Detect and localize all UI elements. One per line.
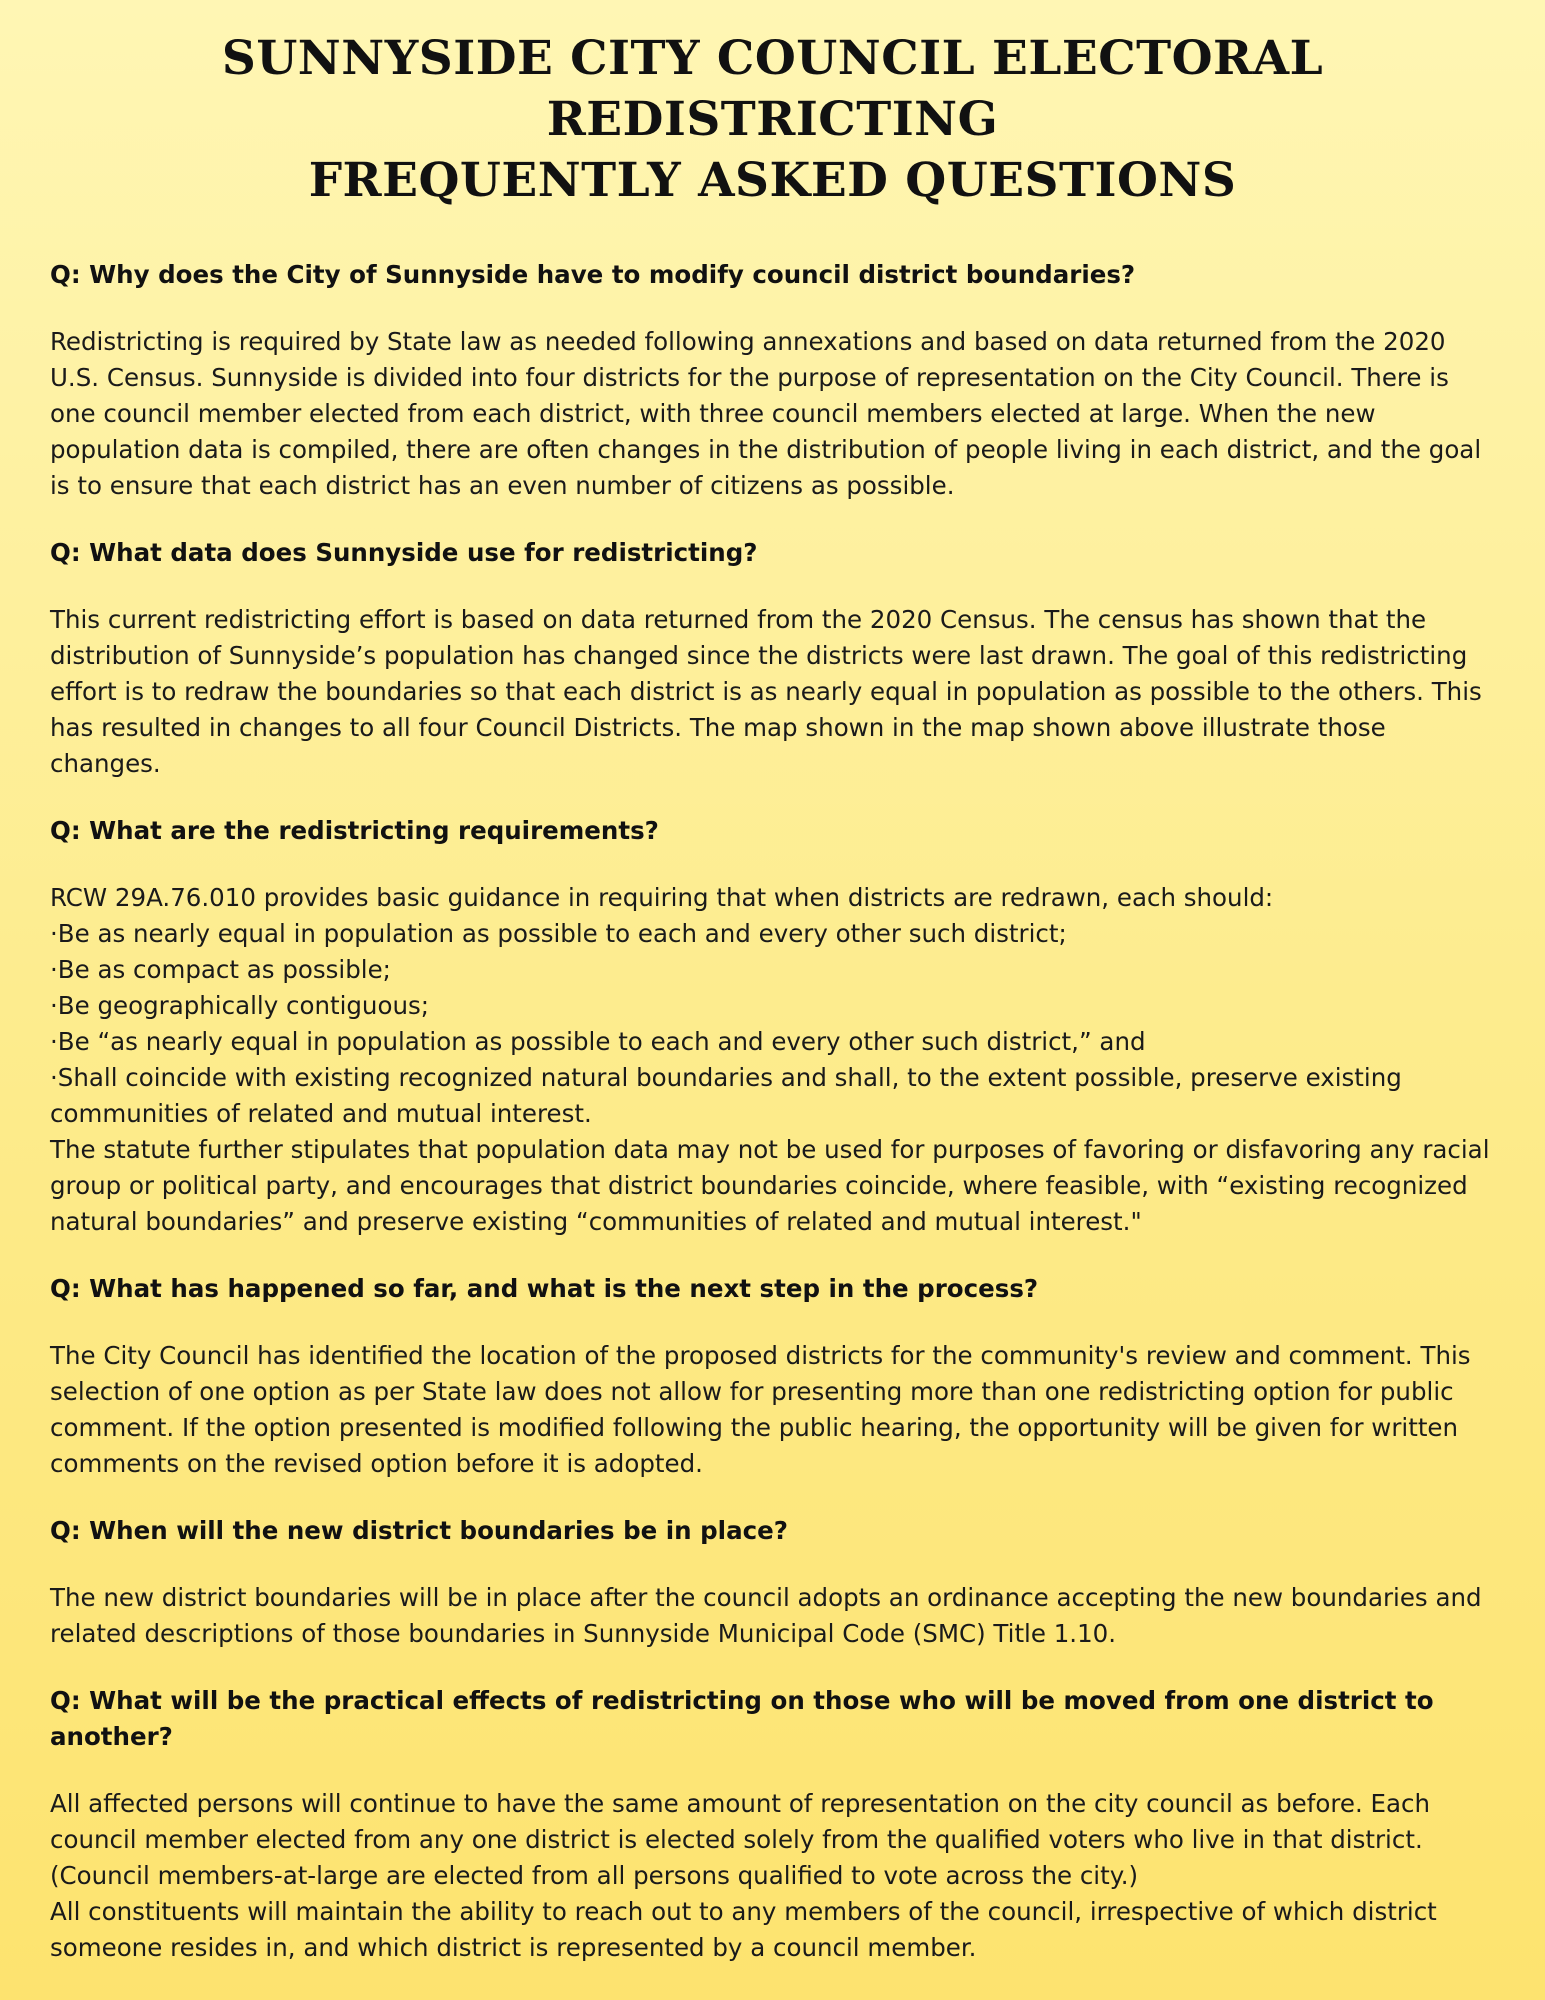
faq-answer-paragraph: The new district boundaries will be in place after the council adopts an ordinance accepting the new boundaries and related descriptions of those boundaries in Sunnyside Municipal Code (SMC) Title 1.10. bbox=[50, 1583, 1482, 1648]
faq-answer bbox=[50, 1338, 1495, 1482]
faq-answer bbox=[50, 602, 1495, 782]
faq-answer-paragraph: The City Council has identified the location of the proposed districts for the community's review and comment. This selection of one option as per State law does not allow for presenting more than one redistricting option for public comment. If the option presented is modified following the public hearing, the opportunity will be given for written comments on the revised option before it is adopted. bbox=[50, 1341, 1471, 1478]
faq-answer-paragraph: This current redistricting effort is based on data returned from the 2020 Census. The census has shown that the distribution of Sunnyside’s population has changed since the districts were last drawn. The goal of this redistricting effort is to redraw the boundaries so that each district is as nearly equal in population as possible to the others. This has resulted in changes to all four Council Districts. The map shown in the map shown above illustrate those changes. bbox=[50, 605, 1482, 778]
page-title-line-2: FREQUENTLY ASKED QUESTIONS bbox=[308, 153, 1237, 208]
faq-answer bbox=[50, 1786, 1495, 1966]
faq-answer bbox=[50, 1580, 1495, 1652]
faq-item-modify-boundaries bbox=[50, 257, 1495, 504]
faq-item-practical-effects bbox=[50, 1683, 1495, 1966]
faq-item-requirements bbox=[50, 813, 1495, 1240]
page-title-line-1: SUNNYSIDE CITY COUNCIL ELECTORAL REDISTRICTING bbox=[221, 31, 1324, 147]
requirement-bullet: ·Be geographically contiguous; bbox=[50, 991, 429, 1020]
faq-answer bbox=[50, 880, 1495, 1240]
faq-question: Q: When will the new district boundaries be in place? bbox=[50, 1516, 788, 1545]
faq-answer-paragraph: All constituents will maintain the ability to reach out to any members of the council, irrespective of which district someone resides in, and which district is represented by a council member. bbox=[50, 1897, 1437, 1962]
faq-item-next-step bbox=[50, 1271, 1495, 1482]
faq-item-in-place bbox=[50, 1513, 1495, 1652]
requirement-bullet: ·Shall coincide with existing recognized natural boundaries and shall, to the extent possible, preserve existing communities of related and mutual interest. bbox=[50, 1063, 1402, 1128]
requirement-bullet: ·Be as compact as possible; bbox=[50, 955, 391, 984]
faq-answer-paragraph: All affected persons will continue to have the same amount of representation on the city council as before. Each council member elected from any one district is elected solely from the qualified voters who live in that district. (Council members-at-large are elected from all persons qualified to vote across the city.) bbox=[50, 1789, 1431, 1890]
faq-question: Q: Why does the City of Sunnyside have to modify council district boundaries? bbox=[50, 260, 1136, 289]
page-title bbox=[50, 28, 1495, 211]
faq-question: Q: What data does Sunnyside use for redistricting? bbox=[50, 538, 758, 567]
faq-item-data-used bbox=[50, 535, 1495, 782]
faq-answer-paragraph: The statute further stipulates that population data may not be used for purposes of favoring or disfavoring any racial group or political party, and encourages that district boundaries coincide, where feasible, with “existing recognized natural boundaries” and preserve existing “communities of related and mutual interest." bbox=[50, 1135, 1490, 1236]
faq-answer-paragraph: Redistricting is required by State law as needed following annexations and based on data returned from the 2020 U.S. Census. Sunnyside is divided into four districts for the purpose of representation on the City Council. There is one council member elected from each district, with three council members elected at large. When the new population data is compiled, there are often changes in the distribution of people living in each district, and the goal is to ensure that each district has an even number of citizens as possible. bbox=[50, 327, 1482, 500]
faq-question: Q: What has happened so far, and what is the next step in the process? bbox=[50, 1274, 1039, 1303]
requirement-bullet: ·Be as nearly equal in population as possible to each and every other such district; bbox=[50, 919, 1067, 948]
faq-answer-intro: RCW 29A.76.010 provides basic guidance in requiring that when districts are redrawn, each should: bbox=[50, 883, 1274, 912]
faq-question: Q: What are the redistricting requirements? bbox=[50, 816, 659, 845]
faq-answer bbox=[50, 324, 1495, 504]
requirement-bullet: ·Be “as nearly equal in population as possible to each and every other such district,” and bbox=[50, 1027, 1146, 1056]
faq-question: Q: What will be the practical effects of redistricting on those who will be moved from one district to another? bbox=[50, 1686, 1434, 1751]
